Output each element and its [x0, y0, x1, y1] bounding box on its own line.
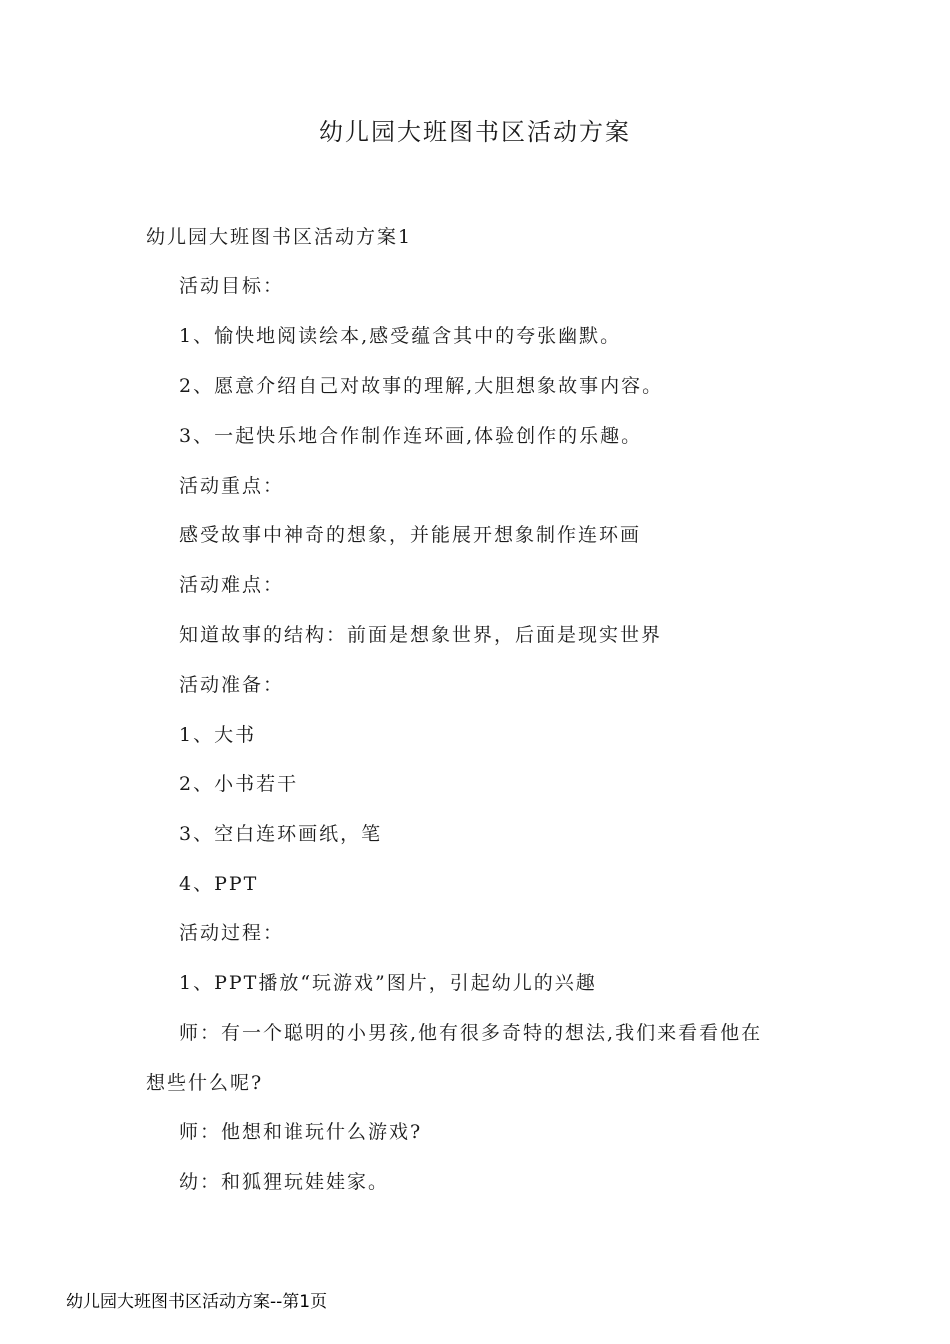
paragraph-key-points-heading: 活动重点： [179, 475, 285, 497]
paragraph-goals-heading: 活动目标： [179, 275, 285, 297]
paragraph-preparation-4: 4、PPT [179, 873, 259, 895]
paragraph-goal-3: 3、一起快乐地合作制作连环画,体验创作的乐趣。 [179, 425, 643, 447]
section-heading: 幼儿园大班图书区活动方案1 [146, 226, 413, 248]
paragraph-preparation-3: 3、空白连环画纸，笔 [179, 823, 383, 845]
document-title: 幼儿园大班图书区活动方案 [319, 118, 631, 146]
paragraph-preparation-1: 1、大书 [179, 724, 257, 746]
paragraph-process-1: 1、PPT播放“玩游戏”图片，引起幼儿的兴趣 [179, 972, 597, 994]
paragraph-goal-2: 2、愿意介绍自己对故事的理解,大胆想象故事内容。 [179, 375, 664, 397]
page-footer: 幼儿园大班图书区活动方案--第1页 [66, 1292, 328, 1312]
paragraph-teacher-1: 师：有一个聪明的小男孩,他有很多奇特的想法,我们来看看他在 [179, 1022, 763, 1044]
paragraph-preparation-heading: 活动准备： [179, 674, 285, 696]
paragraph-teacher-2: 师：他想和谁玩什么游戏? [179, 1121, 423, 1143]
paragraph-teacher-1-cont: 想些什么呢? [146, 1072, 264, 1094]
paragraph-child-1: 幼：和狐狸玩娃娃家。 [179, 1171, 390, 1193]
paragraph-goal-1: 1、愉快地阅读绘本,感受蕴含其中的夸张幽默。 [179, 325, 622, 347]
paragraph-preparation-2: 2、小书若干 [179, 773, 299, 795]
paragraph-process-heading: 活动过程： [179, 922, 285, 944]
paragraph-difficulty: 知道故事的结构：前面是想象世界，后面是现实世界 [179, 624, 663, 646]
paragraph-difficulty-heading: 活动难点： [179, 574, 285, 596]
paragraph-key-points: 感受故事中神奇的想象，并能展开想象制作连环画 [179, 524, 642, 546]
